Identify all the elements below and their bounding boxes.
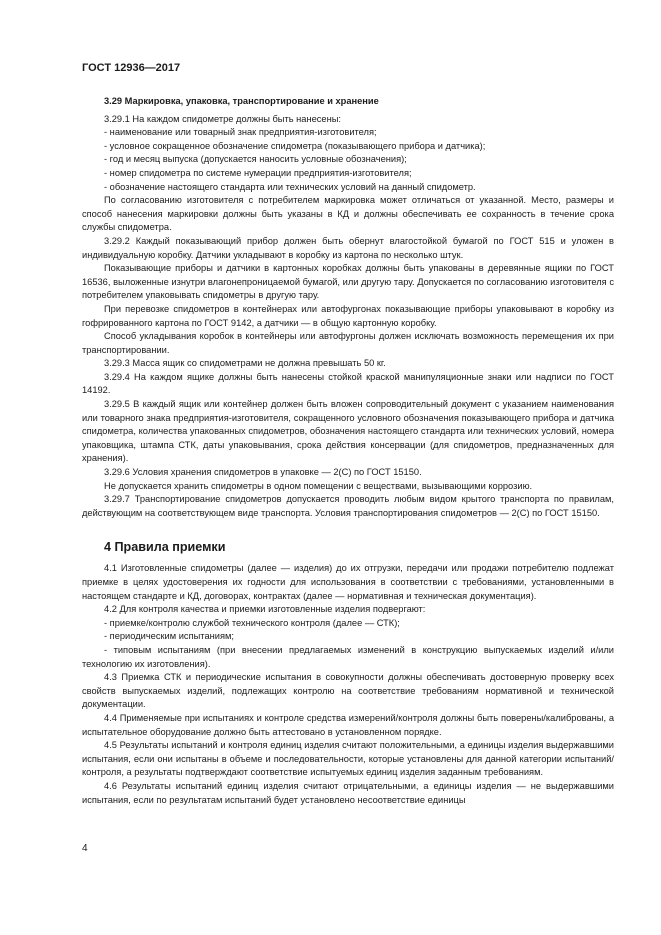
paragraph: 4.3 Приемка СТК и периодические испытания в совокупности должны обеспечивать достоверную проверку всех свойств выпускаемых изделий, подлежащих контролю на соответствие требованиям нормативной и технической документации.	[82, 672, 614, 710]
list-item: - номер спидометра по системе нумерации предприятия-изготовителя;	[104, 167, 412, 178]
paragraph: 3.29.6 Условия хранения спидометров в упаковке — 2(С) по ГОСТ 15150.	[104, 467, 422, 478]
list-item: - обозначение настоящего стандарта или технических условий на данный спидометр.	[104, 181, 476, 192]
paragraph: 3.29.4 На каждом ящике должны быть нанесены стойкой краской манипуляционные знаки или надписи по ГОСТ 14192.	[82, 371, 614, 396]
section-3-29-text	[82, 113, 614, 521]
paragraph: Показывающие приборы и датчики в картонных коробках должны быть упакованы в деревянные ящики по ГОСТ 16536, выложенные изнутри влагонепроницаемой бумагой, или другую тару. Допускается по согласованию изготовителя с потребителем упаковывать спидометры в другую тару.	[82, 263, 614, 301]
paragraph: Не допускается хранить спидометры в одном помещении с веществами, вызывающими коррозию.	[104, 480, 533, 491]
document-code-header: ГОСТ 12936—2017	[82, 62, 181, 74]
paragraph: 3.29.7 Транспортирование спидометров допускается проводить любым видом крытого транспорта по правилам, действующим на соответствующем виде транспорта. Условия транспортирования спидометров — 2(С) по ГОСТ 15150.	[82, 494, 614, 518]
list-item: - год и месяц выпуска (допускается наносить условные обозначения);	[104, 154, 407, 165]
paragraph: По согласованию изготовителя с потребителем маркировка может отличаться от указанной. Место, размеры и способ нанесения маркировки должны быть указаны в КД и должны обеспечивать ее сохранность в течение срока службы спидометра.	[82, 195, 614, 233]
paragraph: 3.29.5 В каждый ящик или контейнер должен быть вложен сопроводительный документ с указанием наименования или товарного знака предприятия-изготовителя, сокращенного условного обозначения показывающего прибора и датчика спидометра, количества упакованных спидометров, обозначения настоящего стандарта или технических условий, номера упаковщика, штампа СТК, даты упаковывания, срока действия консервации (для спидометров, предназначенных для хранения).	[82, 399, 614, 464]
page-body	[82, 95, 614, 807]
section-4-text	[82, 562, 614, 807]
page-number: 4	[82, 843, 88, 854]
paragraph: 4.6 Результаты испытаний единиц изделия считают отрицательными, а единицы изделия — не выдержавшими испытания, если по результатам испытаний будет установлено несоответствие единицы	[82, 780, 614, 805]
paragraph: 4.4 Применяемые при испытаниях и контроле средства измерений/контроля должны быть поверены/калиброваны, а испытательное оборудование должно быть аттестовано в установленном порядке.	[82, 712, 614, 737]
paragraph: 4.2 Для контроля качества и приемки изготовленные изделия подвергают:	[104, 604, 426, 615]
section-4-heading: 4 Правила приемки	[104, 540, 226, 555]
list-item: - наименование или товарный знак предприятия-изготовителя;	[104, 127, 377, 138]
list-item: - приемке/контролю службой технического контроля (далее — СТК);	[104, 617, 400, 628]
list-item: - типовым испытаниям (при внесении предлагаемых изменений в конструкцию выпускаемых изделий и/или технологию их изготовления).	[82, 644, 614, 669]
paragraph: 4.1 Изготовленные спидометры (далее — изделия) до их отгрузки, передачи или продажи потребителю подлежат приемке в целях удостоверения их годности для использования в соответствии с требованиями, установленными в настоящем стандарте и КД, договорах, контрактах (далее — нормативная и техническая документация).	[82, 563, 614, 601]
paragraph: 4.5 Результаты испытаний и контроля единиц изделия считают положительными, а единицы изделия выдержавшими испытания, если они испытаны в объеме и последовательности, которые установлены для данной категории испытаний/контроля, а результаты подтверждают соответствие испытуемых единиц изделия заданным требованиям.	[82, 740, 614, 778]
paragraph: 3.29.2 Каждый показывающий прибор должен быть обернут влагостойкой бумагой по ГОСТ 515 и уложен в индивидуальную коробку. Датчики укладывают в коробку из картона по несколько штук.	[82, 235, 614, 260]
paragraph: 3.29.3 Масса ящик со спидометрами не должна превышать 50 кг.	[104, 358, 386, 369]
paragraph: Способ укладывания коробок в контейнеры или автофургоны должен исключать возможность перемещения их при транспортировании.	[82, 331, 614, 355]
paragraph: 3.29.1 На каждом спидометре должны быть нанесены:	[104, 113, 341, 124]
list-item: - условное сокращенное обозначение спидометра (показывающего прибора и датчика);	[104, 140, 486, 151]
paragraph: При перевозке спидометров в контейнерах или автофургонах показывающие приборы упаковывают в коробку из гофрированного картона по ГОСТ 9142, а датчики — в общую картонную коробку.	[82, 303, 614, 328]
section-3-29-heading: 3.29 Маркировка, упаковка, транспортирование и хранение	[104, 96, 379, 106]
list-item: - периодическим испытаниям;	[104, 631, 234, 642]
